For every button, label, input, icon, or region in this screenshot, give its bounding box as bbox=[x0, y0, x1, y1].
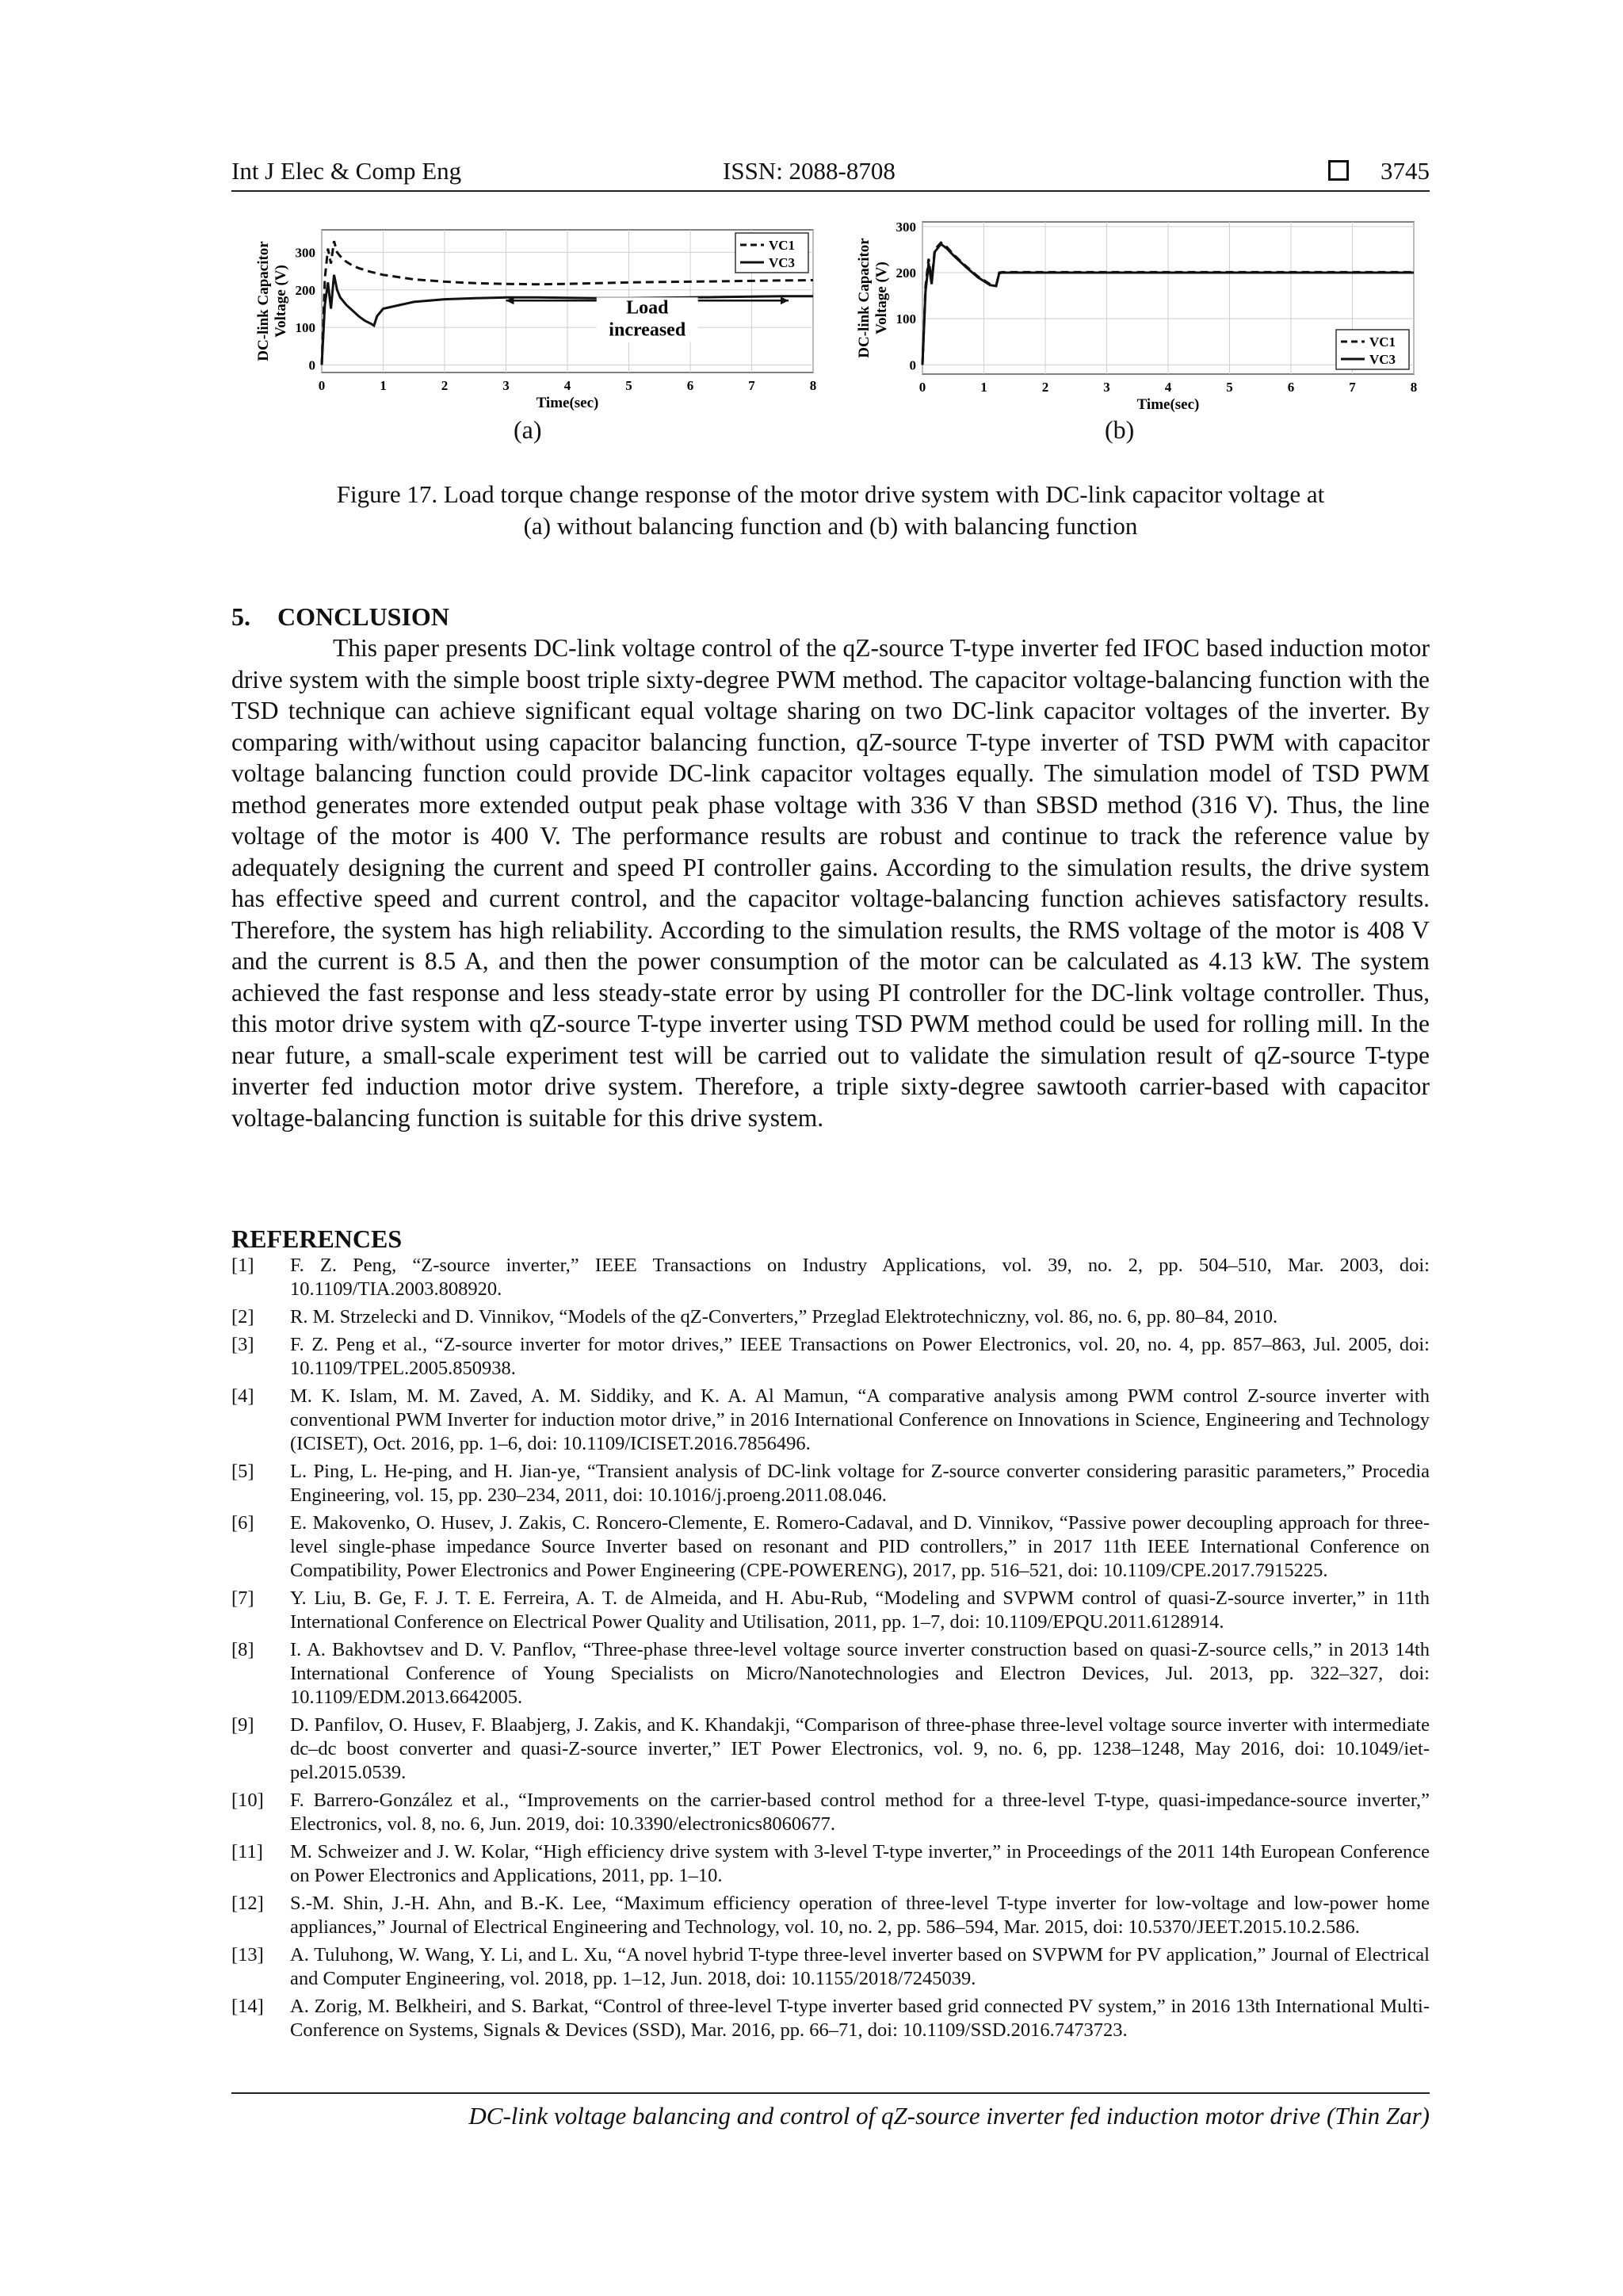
y-tick-label: 200 bbox=[295, 282, 315, 298]
y-tick-label: 0 bbox=[308, 357, 315, 373]
reference-number: [4] bbox=[231, 1385, 254, 1407]
running-header bbox=[231, 155, 1430, 192]
reference-number: [8] bbox=[231, 1639, 254, 1660]
reference-text: M. K. Islam, M. M. Zaved, A. M. Siddiky, and K. A. Al Mamun, “A comparative analysis among PWM control Z-source inverter with conventional PWM Inverter for induction motor drive,” in 2016 International Conference on Innovations in Science, Engineering and Technology (ICISET), Oct. 2016, pp. 1–6, doi: 10.1109/ICISET.2016.7856496. bbox=[290, 1385, 1430, 1454]
x-tick-label: 0 bbox=[318, 378, 326, 393]
panel-label-a: (a) bbox=[514, 415, 542, 444]
reference-item bbox=[231, 1943, 1430, 1991]
x-tick-label: 1 bbox=[380, 378, 387, 393]
reference-text: A. Zorig, M. Belkheiri, and S. Barkat, “Control of three-level T-type inverter based grid connected PV system,” in 2016 13th International Multi-Conference on Systems, Signals & Devices (SSD), Mar. 2016, pp. 66–71, doi: 10.1109/SSD.2016.7473723. bbox=[290, 1996, 1430, 2041]
reference-text: L. Ping, L. He-ping, and H. Jian-ye, “Transient analysis of DC-link voltage for Z-source converter considering parasitic parameters,” Procedia Engineering, vol. 15, pp. 230–234, 2011, doi: 10.1016/j.proeng.2011.08.046. bbox=[290, 1461, 1430, 1506]
x-tick-label: 4 bbox=[563, 378, 571, 393]
reference-number: [1] bbox=[231, 1255, 254, 1276]
x-axis-label: Time(sec) bbox=[536, 395, 599, 411]
footer-rule bbox=[231, 2092, 1430, 2094]
x-tick-label: 8 bbox=[809, 378, 817, 393]
x-tick-label: 5 bbox=[1226, 380, 1233, 395]
y-tick-label: 100 bbox=[295, 320, 315, 336]
reference-number: [12] bbox=[231, 1893, 264, 1914]
reference-text: M. Schweizer and J. W. Kolar, “High efficiency drive system with 3-level T-type inverter,” in Proceedings of the 2011 14th European Conference on Power Electronics and Applications, 2011, pp. 1–10. bbox=[290, 1841, 1430, 1886]
reference-item bbox=[231, 1840, 1430, 1888]
legend-label: VC3 bbox=[1369, 352, 1396, 367]
annotation-text: Load bbox=[626, 297, 669, 319]
reference-number: [2] bbox=[231, 1306, 254, 1328]
reference-item bbox=[231, 1333, 1430, 1381]
reference-text: R. M. Strzelecki and D. Vinnikov, “Models of the qZ-Converters,” Przeglad Elektrotechniczny, vol. 86, no. 6, pp. 80–84, 2010. bbox=[290, 1306, 1278, 1328]
reference-number: [13] bbox=[231, 1944, 264, 1966]
reference-item bbox=[231, 1587, 1430, 1634]
section-heading bbox=[231, 602, 449, 632]
x-tick-label: 6 bbox=[1287, 380, 1295, 395]
footer-title: DC-link voltage balancing and control of qZ-source inverter fed induction motor drive (Thin Zar) bbox=[468, 2102, 1430, 2130]
y-axis-label: DC-link Capacitor bbox=[856, 238, 873, 358]
reference-item bbox=[231, 1254, 1430, 1301]
reference-item bbox=[231, 1713, 1430, 1785]
x-tick-label: 2 bbox=[1041, 380, 1049, 395]
square-bullet-icon bbox=[1328, 160, 1349, 181]
reference-number: [11] bbox=[231, 1841, 263, 1862]
reference-item bbox=[231, 1789, 1430, 1836]
reference-text: A. Tuluhong, W. Wang, Y. Li, and L. Xu, “A novel hybrid T-type three-level inverter based on SVPWM for PV application,” Journal of Electrical and Computer Engineering, vol. 2018, pp. 1–12, Jun. 2018, doi: 10.1155/2018/7245039. bbox=[290, 1944, 1430, 1989]
y-axis-label: DC-link Capacitor bbox=[255, 241, 272, 361]
reference-number: [14] bbox=[231, 1996, 264, 2017]
reference-item bbox=[231, 1385, 1430, 1456]
annotation-text-line-2: increased bbox=[609, 319, 686, 341]
reference-text: D. Panfilov, O. Husev, F. Blaabjerg, J. Zakis, and K. Khandakji, “Comparison of three-phase three-level voltage source inverter with intermediate dc–dc boost converter and quasi-Z-source inverter,” IET Power Electronics, vol. 9, no. 6, pp. 1238–1248, May 2016, doi: 10.1049/iet-pel.2015.0539. bbox=[290, 1714, 1430, 1783]
reference-number: [9] bbox=[231, 1714, 254, 1736]
reference-number: [10] bbox=[231, 1790, 264, 1811]
reference-text: F. Z. Peng, “Z-source inverter,” IEEE Transactions on Industry Applications, vol. 39, no. 2, pp. 504–510, Mar. 2003, doi: 10.1109/TIA.2003.808920. bbox=[290, 1255, 1430, 1300]
y-tick-label: 100 bbox=[896, 311, 916, 327]
chart-panel-a bbox=[238, 214, 840, 420]
y-tick-label: 0 bbox=[909, 357, 916, 373]
page-number-group bbox=[1328, 157, 1430, 185]
x-tick-label: 5 bbox=[625, 378, 632, 393]
legend bbox=[735, 233, 808, 273]
reference-item bbox=[231, 1638, 1430, 1710]
x-tick-label: 7 bbox=[748, 378, 755, 393]
references-heading: REFERENCES bbox=[231, 1224, 403, 1253]
page-number: 3745 bbox=[1381, 157, 1430, 185]
chart-panel-b bbox=[838, 208, 1441, 420]
reference-number: [6] bbox=[231, 1512, 254, 1534]
section-title: CONCLUSION bbox=[277, 602, 449, 631]
reference-item bbox=[231, 1892, 1430, 1939]
reference-text: F. Z. Peng et al., “Z-source inverter for motor drives,” IEEE Transactions on Power Electronics, vol. 20, no. 4, pp. 857–863, Jul. 2005, doi: 10.1109/TPEL.2005.850938. bbox=[290, 1334, 1430, 1379]
reference-number: [3] bbox=[231, 1334, 254, 1355]
y-tick-label: 200 bbox=[896, 266, 916, 281]
legend-label: VC3 bbox=[769, 255, 796, 270]
reference-text: S.-M. Shin, J.-H. Ahn, and B.-K. Lee, “Maximum efficiency operation of three-level T-type inverter for low-voltage and low-power home appliances,” Journal of Electrical Engineering and Technology, vol. 10, no. 2, pp. 586–594, Mar. 2015, doi: 10.5370/JEET.2015.10.2.586. bbox=[290, 1893, 1430, 1938]
reference-number: [7] bbox=[231, 1587, 254, 1609]
reference-number: [5] bbox=[231, 1461, 254, 1482]
x-tick-label: 6 bbox=[686, 378, 694, 393]
reference-text: E. Makovenko, O. Husev, J. Zakis, C. Roncero-Clemente, E. Romero-Cadaval, and D. Vinnikov, “Passive power decoupling approach for three-level single-phase impedance Source Inverter based on resonant and PID controllers,” in 2017 11th IEEE International Conference on Compatibility, Power Electronics and Power Engineering (CPE-POWERENG), 2017, pp. 516–521, doi: 10.1109/CPE.2017.7915225. bbox=[290, 1512, 1430, 1581]
legend-label: VC1 bbox=[1369, 334, 1396, 350]
reference-text: F. Barrero-González et al., “Improvements on the carrier-based control method for a three-level T-type, quasi-impedance-source inverter,” Electronics, vol. 8, no. 6, Jun. 2019, doi: 10.3390/electronics8060677. bbox=[290, 1790, 1430, 1835]
reference-item bbox=[231, 1995, 1430, 2042]
x-tick-label: 1 bbox=[980, 380, 987, 395]
x-axis-label: Time(sec) bbox=[1136, 396, 1200, 413]
legend bbox=[1336, 330, 1409, 369]
issn: ISSN: 2088-8708 bbox=[723, 157, 896, 185]
panel-label-b: (b) bbox=[1105, 415, 1135, 444]
y-axis-label-line-2: Voltage (V) bbox=[273, 265, 289, 338]
caption-line-1: Figure 17. Load torque change response of the motor drive system with DC-link capacitor voltage at bbox=[336, 480, 1325, 508]
legend-label: VC1 bbox=[769, 238, 796, 253]
figure-caption bbox=[231, 479, 1430, 542]
references-list bbox=[231, 1254, 1430, 2046]
x-tick-label: 2 bbox=[441, 378, 449, 393]
x-tick-label: 4 bbox=[1164, 380, 1172, 395]
section-number: 5. bbox=[231, 602, 250, 631]
x-tick-label: 3 bbox=[1103, 380, 1110, 395]
reference-text: I. A. Bakhovtsev and D. V. Panflov, “Three-phase three-level voltage source inverter construction based on quasi-Z-source cells,” in 2013 14th International Conference of Young Specialists on Micro/Nanotechnologies and Electron Devices, Jul. 2013, pp. 322–327, doi: 10.1109/EDM.2013.6642005. bbox=[290, 1639, 1430, 1708]
journal-name: Int J Elec & Comp Eng bbox=[231, 157, 462, 185]
x-tick-label: 0 bbox=[918, 380, 926, 395]
reference-item bbox=[231, 1305, 1430, 1329]
caption-line-2: (a) without balancing function and (b) with balancing function bbox=[523, 512, 1138, 540]
x-tick-label: 7 bbox=[1349, 380, 1356, 395]
y-tick-label: 300 bbox=[295, 245, 315, 261]
conclusion-paragraph: This paper presents DC-link voltage control of the qZ-source T-type inverter fed IFOC based induction motor drive system with the simple boost triple sixty-degree PWM method. The capacitor voltage-balancing function with the TSD technique can achieve significant equal voltage sharing on two DC-link capacitor voltages of the inverter. By comparing with/without using capacitor balancing function, qZ-source T-type inverter of TSD PWM with capacitor voltage balancing function could provide DC-link capacitor voltages equally. The simulation model of TSD PWM method generates more extended output peak phase voltage with 336 V than SBSD method (316 V). Thus, the line voltage of the motor is 400 V. The performance results are robust and continue to track the reference value by adequately designing the current and speed PI controller gains. According to the simulation results, the drive system has effective speed and current control, and the capacitor voltage-balancing function achieves satisfactory results. Therefore, the system has high reliability. According to the simulation results, the RMS voltage of the motor is 408 V and the current is 8.5 A, and then the power consumption of the motor can be calculated as 4.13 kW. The system achieved the fast response and less steady-state error by using PI controller for the DC-link voltage controller. Thus, this motor drive system with qZ-source T-type inverter using TSD PWM method could be used for rolling mill. In the near future, a small-scale experiment test will be carried out to validate the simulation result of qZ-source T-type inverter fed induction motor drive system. Therefore, a triple sixty-degree sawtooth carrier-based with capacitor voltage-balancing function is suitable for this drive system. bbox=[231, 634, 1430, 1132]
x-tick-label: 8 bbox=[1410, 380, 1418, 395]
y-tick-label: 300 bbox=[896, 219, 916, 235]
reference-item bbox=[231, 1460, 1430, 1507]
y-axis-label-line-2: Voltage (V) bbox=[873, 262, 890, 334]
reference-text: Y. Liu, B. Ge, F. J. T. E. Ferreira, A. T. de Almeida, and H. Abu-Rub, “Modeling and SVPWM control of quasi-Z-source inverter,” in 11th International Conference on Electrical Power Quality and Utilisation, 2011, pp. 1–7, doi: 10.1109/EPQU.2011.6128914. bbox=[290, 1587, 1430, 1633]
x-tick-label: 3 bbox=[502, 378, 510, 393]
reference-item bbox=[231, 1511, 1430, 1583]
